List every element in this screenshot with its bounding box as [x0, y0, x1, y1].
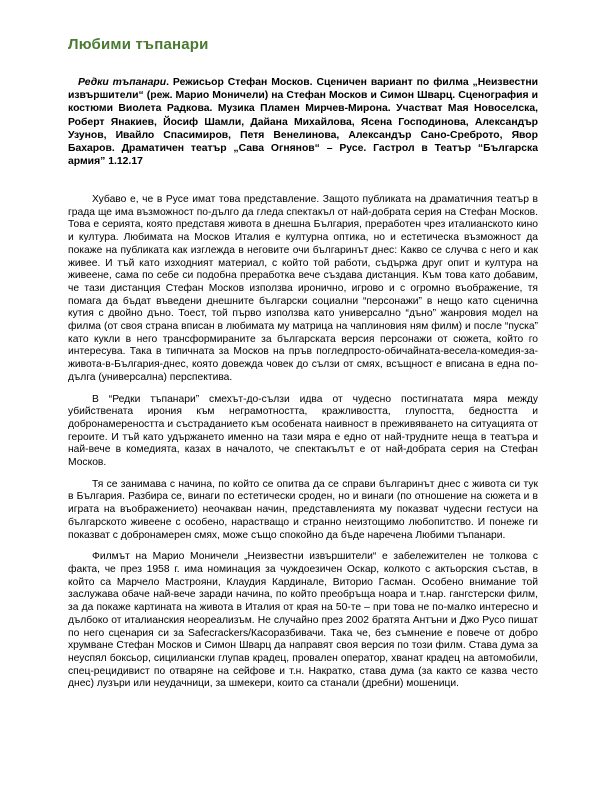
production-credits [68, 76, 538, 168]
paragraph-2: В “Редки тъпанари” смехът-до-сълзи идва от чудесно постигнатата мяра между убийствената ирония към неграмотността, кражливостта, глупостта, бедността и добронамереността и състраданието към особената наивност в преживяването на ситуацията от героите. И тъй като удържането именно на тази мяра е едно от най-трудните неща в театъра и най-вече в комедията, казах в началото, че спектакълът е от най-добрата серия на Стефан Москов. [68, 393, 538, 469]
article-title: Любими тъпанари [68, 36, 209, 53]
play-title: Редки тъпанари [78, 77, 167, 88]
paragraph-1: Хубаво е, че в Русе имат това представление. Защото публиката на драматичния театър в града ще има възможност по-дълго да гледа спектакъл от най-добрата серия на Стефан Москов. Това е серията, която представя живота в днешна България, преработен чрез италианското кино и култура. Любимата на Москов Италия е културна оптика, но и естетическа възможност да покаже на публиката как изглежда в неговите очи българинът днес: Какво се случва с него и как живее. И тъй като изходният материал, с който той работи, съдържа друг опит и култура на живеене, сама по себе си подобна преработка вече създава дистанция. Към това като добавим, че тази дистанция Стефан Москов използва иронично, игрово и с огромно въображение, тя помага да бъдат въведени днешните български социални “персонажи” в нещо като сценична кутия с двойно дъно. Тоест, той първо използва като универсално “дъно” жанровия модел на филма (от своя страна вписан в любимата му матрица на чаплиновия ням филм) и после “пуска” като кукли в него трансформираните за българската версия персонажи от сюжета, който го интересува. Така в типичната за Москов на пръв погледпросто-обичайната-весела-комедия-за-живота-в-България-днес, която довежда човек до сълзи от смях, всъщност е вписана в една по-дълга (универсална) перспектива. [68, 194, 538, 383]
paragraph-4: Филмът на Марио Моничели „Неизвестни извършители“ е забележителен не толкова с факта, че през 1958 г. има номинация за чуждоезичен Оскар, колкото с актьорския състав, в който са Марчело Мастрояни, Клаудия Кардинале, Виторио Гасман. Особено внимание той заслужава обаче най-вече заради начина, по който преобръща ноара и т.нар. гангстерски филм, за да покаже картината на живота в Италия от края на 50-те – при това не по-малко интересно и дълбоко от италианския неореализъм. Не случайно през 2002 братята Антъни и Джо Русо пишат по него сценария си за Safecrackers/Касоразбивачи. Така че, без съмнение е повече от добро хрумване Стефан Москов и Симон Шварц да направят своя версия по този филм. Става дума за неуспял боксьор, сицилиански глупав крадец, провален оператор, хванат крадец на автомобили, спец-рецидивист по отваряне на сейфове и т.н. Накратко, става дума (за както се казва често днес) лузъри или неудачници, за шмекери, които са станали (дребни) мошеници. [68, 551, 538, 690]
paragraph-3: Тя се занимава с начина, по който се опитва да се справи българинът днес с живота си тук в България. Разбира се, винаги по естетически сроден, но и винаги (по отношение на сюжета и в играта на въображението) неочакван начин, представленията му показват чудесни гестуси на българското живеене с особено, нарастващо и странно неизтощимо любопитство. И понеже ги показват с добронамерен смях, може също спокойно да бъде наречена Любими тъпанари. [68, 478, 538, 541]
credits-text: . Режисьор Стефан Москов. Сценичен вариант по филма „Неизвестни извършители“ (реж. Марио Моничели) на Стефан Москов и Симон Шварц. Сценография и костюми Виолета Радкова. Музика Пламен Мирчев-Мирона. Участват Мая Новоселска, Роберт Янакиев, Йосиф Шамли, Дайана Михайлова, Ясена Господинова, Александър Узунов, Ивайло Спасимиров, Петя Венелинова, Александър Сано-Среброто, Явор Бахаров. Драматичен театър „Сава Огнянов“ – Русе. Гастрол в Театър “Българска армия” 1.12.17 [68, 77, 538, 168]
article-body [68, 194, 538, 700]
